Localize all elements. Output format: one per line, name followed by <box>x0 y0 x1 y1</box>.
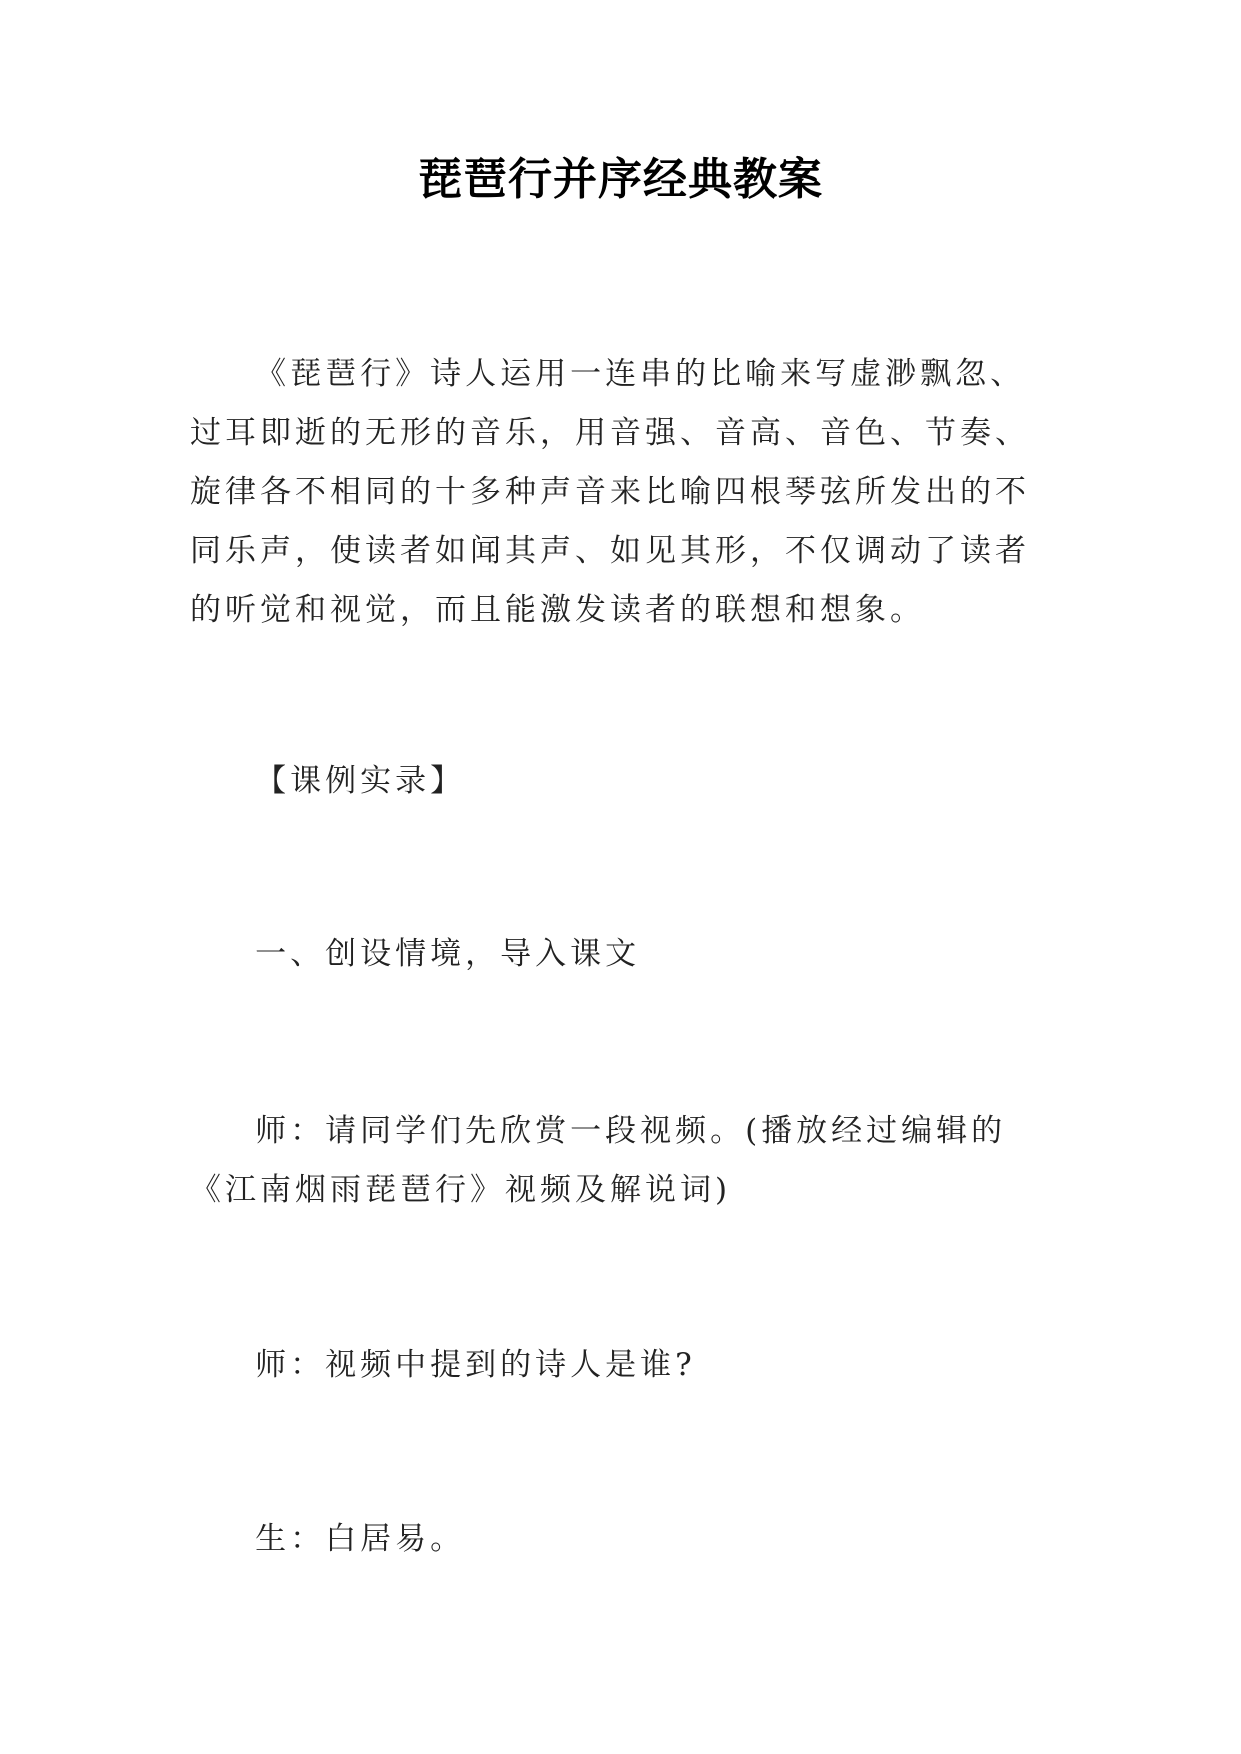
dialogue-paragraph: 生：白居易。 <box>255 1521 466 1557</box>
step-heading: 一、创设情境，导入课文 <box>255 936 641 972</box>
dialogue-paragraph: 师：请同学们先欣赏一段视频。(播放经过编辑的《江南烟雨琵琶行》视频及解说词) <box>190 1113 1007 1208</box>
dialogue-paragraph: 师：视频中提到的诗人是谁? <box>255 1347 696 1383</box>
intro-paragraph: 《琵琶行》诗人运用一连串的比喻来写虚渺飘忽、过耳即逝的无形的音乐，用音强、音高、音色、节奏、旋律各不相同的十多种声音来比喻四根琴弦所发出的不同乐声，使读者如闻其声、如见其形，不仅调动了读者的听觉和视觉，而且能激发读者的联想和想象。 <box>190 356 1030 628</box>
document-title: 琵琶行并序经典教案 <box>418 154 823 205</box>
section-heading: 【课例实录】 <box>255 763 466 799</box>
